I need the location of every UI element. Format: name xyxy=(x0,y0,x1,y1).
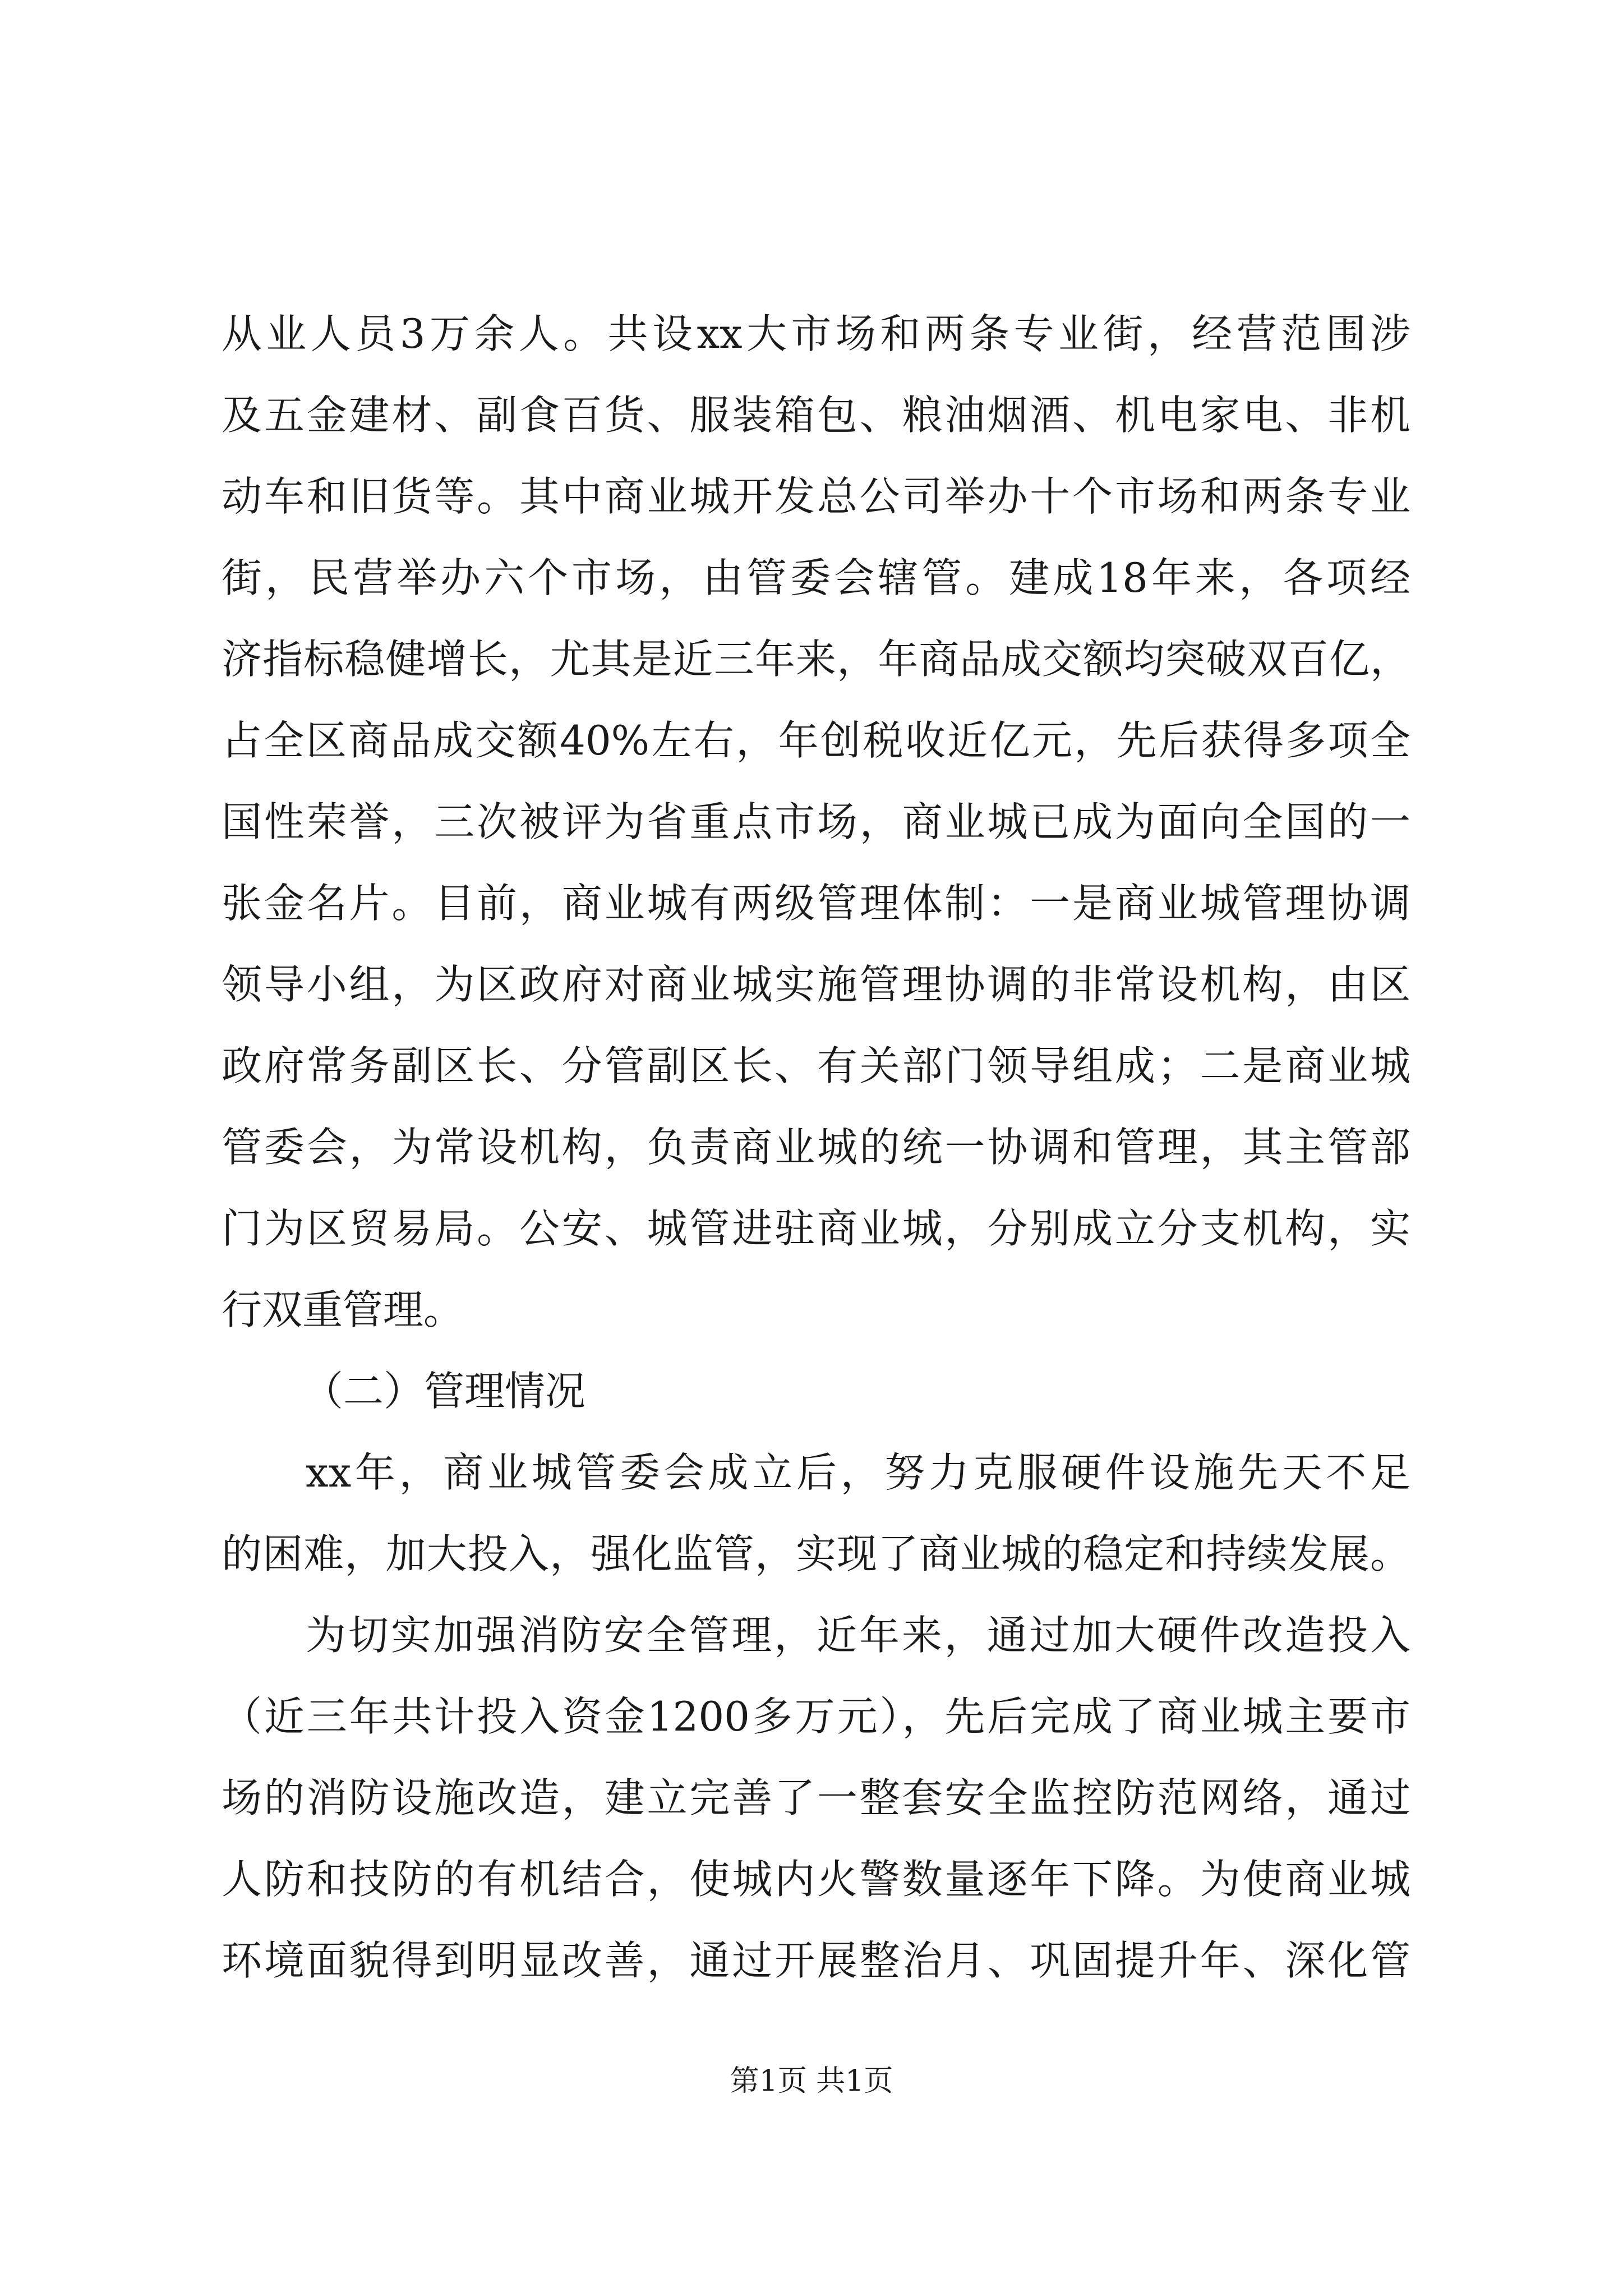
paragraph-line-1: 从业人员3万余人。共设xx大市场和两条专业街，经营范围涉 xyxy=(222,310,1410,357)
paragraph-line-15: xx年，商业城管委会成立后，努力克服硬件设施先天不足 xyxy=(306,1449,1410,1496)
paragraph-line-20: 人防和技防的有机结合，使城内火警数量逐年下降。为使商业城 xyxy=(222,1856,1410,1903)
paragraph-line-5: 济指标稳健增长，尤其是近三年来，年商品成交额均突破双百亿， xyxy=(222,636,1410,683)
paragraph-line-7: 国性荣誉，三次被评为省重点市场，商业城已成为面向全国的一 xyxy=(222,798,1410,845)
paragraph-line-8: 张金名片。目前，商业城有两级管理体制：一是商业城管理协调 xyxy=(222,880,1410,927)
paragraph-line-19: 场的消防设施改造，建立完善了一整套安全监控防范网络，通过 xyxy=(222,1774,1410,1821)
paragraph-line-21: 环境面貌得到明显改善，通过开展整治月、巩固提升年、深化管 xyxy=(222,1937,1410,1984)
paragraph-line-3: 动车和旧货等。其中商业城开发总公司举办十个市场和两条专业 xyxy=(222,473,1410,520)
paragraph-line-10: 政府常务副区长、分管副区长、有关部门领导组成；二是商业城 xyxy=(222,1042,1410,1089)
paragraph-line-2: 及五金建材、副食百货、服装箱包、粮油烟酒、机电家电、非机 xyxy=(222,392,1410,439)
paragraph-line-18: （近三年共计投入资金1200多万元），先后完成了商业城主要市 xyxy=(222,1693,1410,1740)
paragraph-line-17: 为切实加强消防安全管理，近年来，通过加大硬件改造投入 xyxy=(306,1612,1410,1659)
paragraph-line-9: 领导小组，为区政府对商业城实施管理协调的非常设机构，由区 xyxy=(222,961,1410,1008)
paragraph-line-6: 占全区商品成交额40%左右，年创税收近亿元，先后获得多项全 xyxy=(222,717,1410,764)
paragraph-line-13: 行双重管理。 xyxy=(222,1286,464,1333)
paragraph-line-11: 管委会，为常设机构，负责商业城的统一协调和管理，其主管部 xyxy=(222,1124,1410,1171)
page-number-footer: 第1页 共1页 xyxy=(730,2064,893,2098)
section-heading: （二）管理情况 xyxy=(303,1368,586,1415)
paragraph-line-16: 的困难，加大投入，强化监管，实现了商业城的稳定和持续发展。 xyxy=(222,1530,1410,1577)
paragraph-line-12: 门为区贸易局。公安、城管进驻商业城，分别成立分支机构，实 xyxy=(222,1205,1410,1252)
paragraph-line-4: 街，民营举办六个市场，由管委会辖管。建成18年来，各项经 xyxy=(222,554,1410,601)
